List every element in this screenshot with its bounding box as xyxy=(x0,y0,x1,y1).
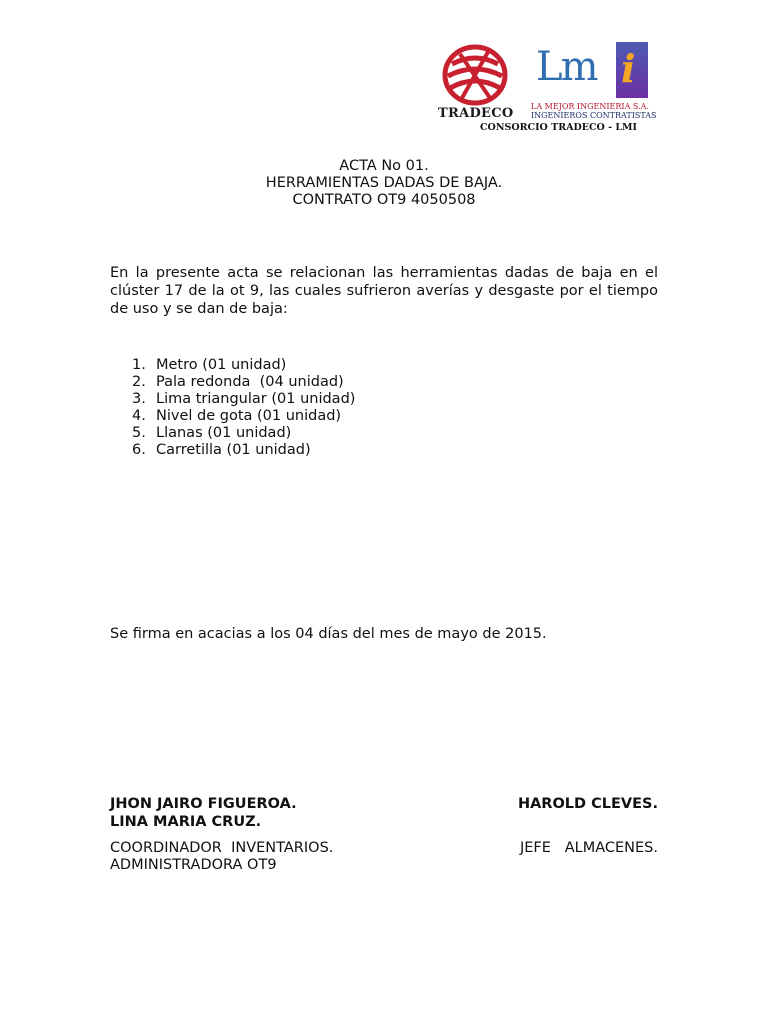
list-item xyxy=(132,442,355,459)
signed-statement: Se firma en acacias a los 04 días del mes de mayo de 2015. xyxy=(110,626,547,642)
list-item-number: 2. xyxy=(132,374,146,390)
lmi-logo xyxy=(536,40,651,102)
list-item-number: 1. xyxy=(132,357,146,373)
title-line-3: CONTRATO OT9 4050508 xyxy=(292,192,476,208)
list-item xyxy=(132,425,355,442)
list-item-text: Pala redonda (04 unidad) xyxy=(156,374,344,390)
signer-name-2: LINA MARIA CRUZ. xyxy=(110,814,262,830)
list-item-text: Nivel de gota (01 unidad) xyxy=(156,408,342,424)
list-item-text: Llanas (01 unidad) xyxy=(156,425,292,441)
lmi-badge-letter: i xyxy=(621,46,636,91)
list-item-number: 3. xyxy=(132,391,146,407)
list-item-number: 6. xyxy=(132,442,146,458)
list-item xyxy=(132,357,355,374)
tool-list xyxy=(132,357,355,459)
lmi-company-name xyxy=(531,102,657,120)
list-item xyxy=(132,408,355,425)
title-line-2: HERRAMIENTAS DADAS DE BAJA. xyxy=(265,175,503,191)
title-line-1: ACTA No 01. xyxy=(339,158,429,174)
consorcio-label: CONSORCIO TRADECO - LMI xyxy=(480,122,637,133)
list-item xyxy=(132,391,355,408)
intro-paragraph: En la presente acta se relacionan las herramientas dadas de baja en el clúster 17 de la ot 9, las cuales sufrieron averías y desgaste por el tiempo de uso y se dan de baja: xyxy=(110,265,658,317)
signer-name-1: JHON JAIRO FIGUEROA. xyxy=(110,796,297,812)
list-item-number: 5. xyxy=(132,425,146,441)
list-item-text: Lima triangular (01 unidad) xyxy=(156,391,356,407)
document-title xyxy=(0,158,768,209)
tradeco-logo-icon xyxy=(440,42,510,108)
signature-right-role: JEFE ALMACENES. xyxy=(519,840,658,856)
list-item-text: Carretilla (01 unidad) xyxy=(156,442,311,458)
signer-role-1: COORDINADOR INVENTARIOS. xyxy=(110,840,334,856)
list-item-text: Metro (01 unidad) xyxy=(156,357,287,373)
lmi-logo-letters: Lm xyxy=(536,44,597,90)
list-item-number: 4. xyxy=(132,408,146,424)
signer-role-2: ADMINISTRADORA OT9 xyxy=(110,857,277,873)
lmi-company-line: LA MEJOR INGENIERIA S.A. xyxy=(531,102,649,111)
lmi-badge-icon xyxy=(616,42,648,98)
signature-left-names xyxy=(110,795,297,831)
lmi-company-subline: INGENIEROS CONTRATISTAS xyxy=(531,111,657,120)
list-item xyxy=(132,374,355,391)
tradeco-logo-label: TRADECO xyxy=(438,106,514,121)
signature-right-name: HAROLD CLEVES. xyxy=(517,796,658,812)
logo-header xyxy=(436,40,676,140)
signature-left-roles xyxy=(110,840,333,874)
